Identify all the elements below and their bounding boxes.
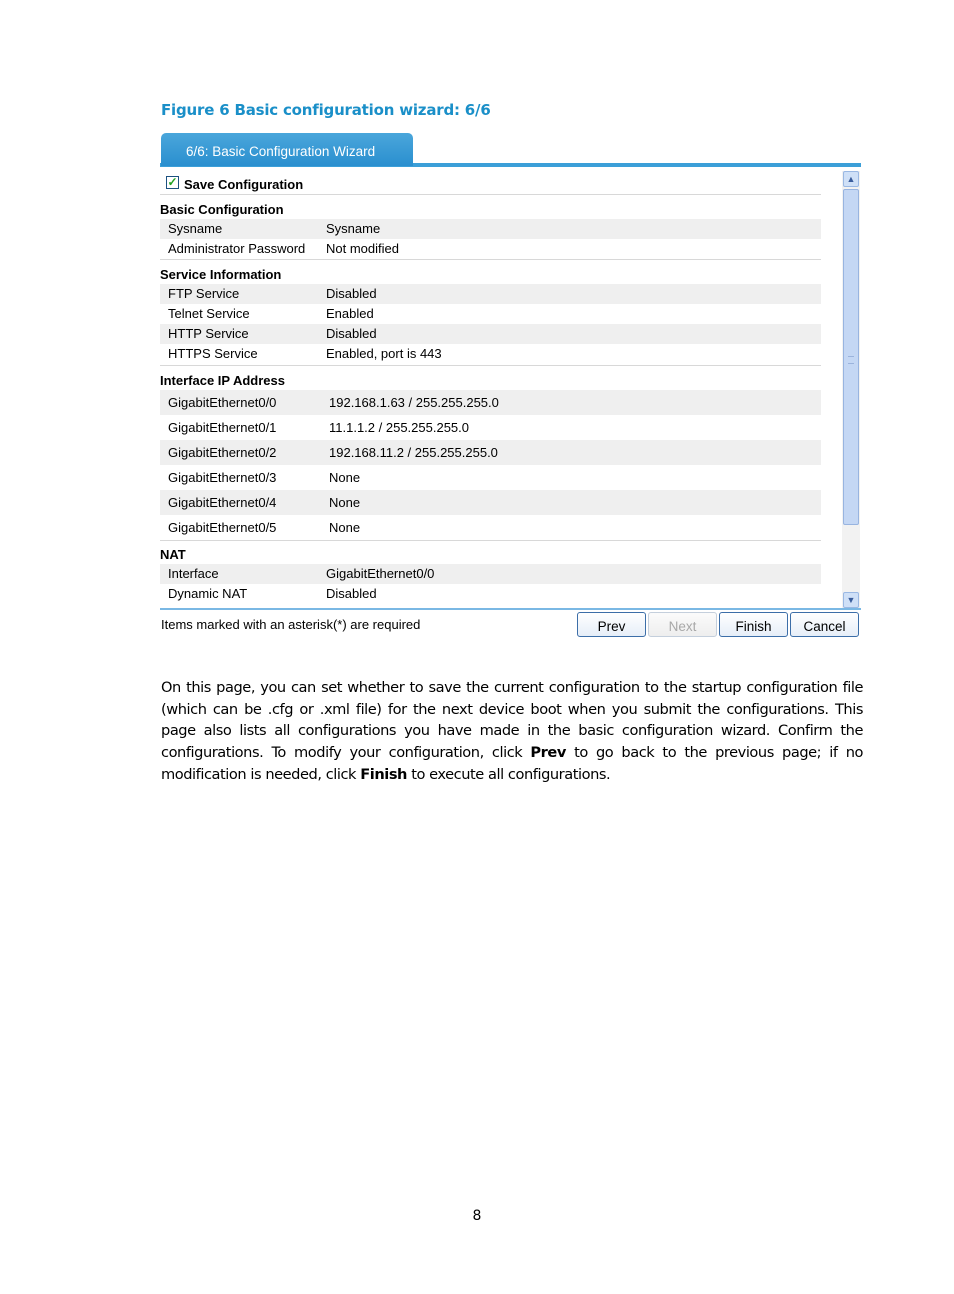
section-title-basic: Basic Configuration [160, 202, 284, 217]
cancel-button[interactable]: Cancel [790, 612, 859, 637]
table-row [160, 304, 821, 324]
row-name: HTTPS Service [168, 346, 258, 361]
row-value: GigabitEthernet0/0 [326, 566, 435, 581]
row-name: Dynamic NAT [168, 586, 248, 601]
row-value: Disabled [326, 326, 377, 341]
table-row [160, 239, 821, 259]
table-row [160, 584, 821, 604]
table-row [160, 515, 821, 540]
table-row [160, 219, 821, 239]
paragraph-finish-bold: Finish [360, 765, 407, 783]
row-name: Administrator Password [168, 241, 306, 256]
table-row [160, 284, 821, 304]
row-value: 192.168.1.63 / 255.255.255.0 [329, 395, 499, 410]
section-title-interface-ip: Interface IP Address [160, 373, 285, 388]
table-row [160, 324, 821, 344]
wizard-content [160, 171, 821, 607]
figure-caption: Figure 6 Basic configuration wizard: 6/6 [161, 101, 491, 119]
row-name: HTTP Service [168, 326, 249, 341]
row-name: GigabitEthernet0/0 [168, 395, 277, 410]
save-configuration-checkbox[interactable]: ✓ [167, 175, 178, 189]
row-name: Sysname [168, 221, 223, 236]
table-row [160, 465, 821, 490]
scrollbar-grip-icon [848, 356, 854, 364]
row-name: GigabitEthernet0/1 [168, 420, 277, 435]
table-row [160, 344, 821, 364]
row-value: None [329, 520, 361, 535]
paragraph-text: to execute all configurations. [407, 765, 611, 783]
description-paragraph [161, 677, 863, 786]
next-button[interactable]: Next [648, 612, 717, 637]
required-footnote: Items marked with an asterisk(*) are required [161, 617, 421, 632]
footer-divider [160, 608, 861, 610]
scroll-down-arrow-icon[interactable]: ▼ [843, 592, 859, 608]
vertical-scrollbar[interactable] [842, 171, 860, 609]
row-value: None [329, 470, 361, 485]
section-title-service: Service Information [160, 267, 282, 282]
prev-button[interactable]: Prev [577, 612, 646, 637]
row-name: GigabitEthernet0/4 [168, 495, 277, 510]
table-row [160, 415, 821, 440]
row-name: GigabitEthernet0/2 [168, 445, 277, 460]
row-name: FTP Service [168, 286, 240, 301]
row-value: 192.168.11.2 / 255.255.255.0 [329, 445, 498, 460]
row-value: Disabled [326, 586, 377, 601]
row-name: Interface [168, 566, 219, 581]
save-configuration-label: Save Configuration [184, 177, 304, 192]
paragraph-prev-bold: Prev [530, 744, 566, 762]
page-number: 8 [472, 1208, 482, 1224]
section-divider [160, 259, 821, 260]
row-value: Not modified [326, 241, 399, 256]
row-value: 11.1.1.2 / 255.255.255.0 [329, 420, 469, 435]
table-row [160, 490, 821, 515]
row-name: GigabitEthernet0/3 [168, 470, 277, 485]
paragraph-text: to go back to the previous page; if no modification is needed, click [161, 744, 863, 783]
section-divider [160, 540, 821, 541]
table-row [160, 564, 821, 584]
row-value: Sysname [326, 221, 381, 236]
scrollbar-thumb[interactable] [843, 189, 859, 525]
table-row [160, 390, 821, 415]
row-value: Enabled [326, 306, 374, 321]
section-divider [160, 365, 821, 366]
row-name: Telnet Service [168, 306, 250, 321]
row-value: None [329, 495, 361, 510]
scroll-up-arrow-icon[interactable]: ▲ [843, 171, 859, 187]
wizard-panel [160, 133, 861, 640]
finish-button[interactable]: Finish [719, 612, 788, 637]
tab-wizard-step[interactable]: 6/6: Basic Configuration Wizard [161, 133, 413, 166]
row-value: Disabled [326, 286, 377, 301]
paragraph-text: On this page, you can set whether to save the current configuration to the startup configuration file (which can be .cfg or .xml file) for the next device boot when you submit the configurations. This page also lists all configurations you have made in the basic configuration wizard. Confirm the configurations. To modify your configuration, click [161, 679, 863, 762]
table-row [160, 440, 821, 465]
row-name: GigabitEthernet0/5 [168, 520, 277, 535]
section-title-nat: NAT [160, 547, 186, 562]
row-value: Enabled, port is 443 [326, 346, 442, 361]
save-configuration-row [160, 171, 821, 195]
